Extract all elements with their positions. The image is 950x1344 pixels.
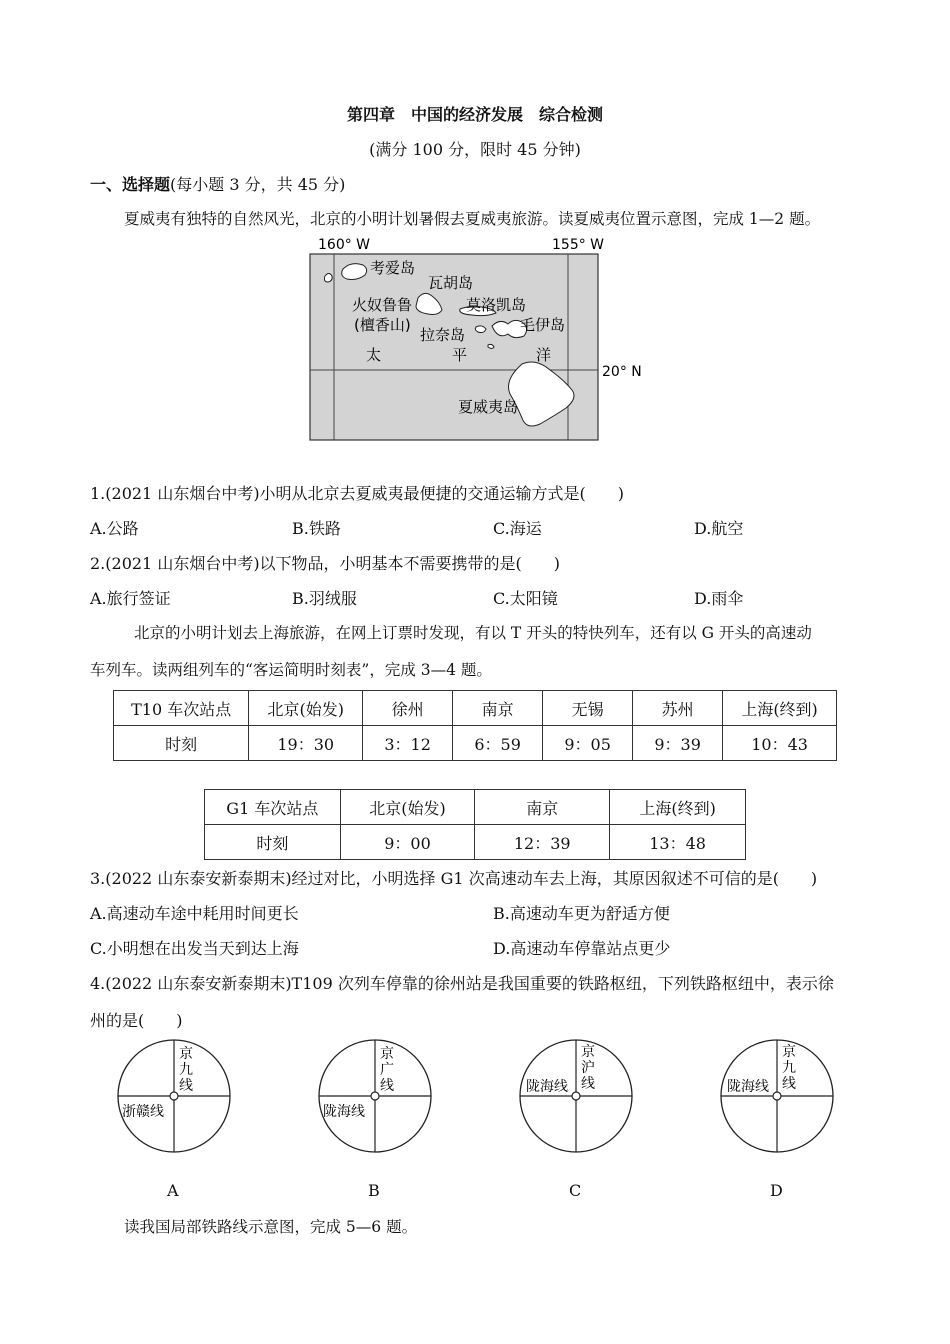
q3-option-a: A.高速动车途中耗用时间更长	[90, 904, 299, 923]
table-cell: 上海(终到)	[610, 790, 746, 825]
dial-top-char: 沪	[581, 1060, 595, 1076]
table-cell: 无锡	[543, 691, 633, 726]
q2-option-b: B.羽绒服	[292, 589, 357, 608]
intro-railway-map: 读我国局部铁路线示意图，完成 5—6 题。	[124, 1218, 418, 1236]
q2-stem: 2.(2021 山东烟台中考)以下物品，小明基本不需要携带的是( )	[90, 554, 561, 573]
table-cell: 北京(始发)	[249, 691, 363, 726]
table-cell: 南京	[453, 691, 543, 726]
dial-top-char: 线	[581, 1076, 595, 1092]
dial-left-label: 浙赣线	[122, 1104, 164, 1120]
table-cell: 9：00	[340, 825, 475, 860]
hawaii-label: 夏威夷岛	[458, 398, 519, 416]
honolulu-label: 火奴鲁鲁	[352, 296, 413, 314]
hawaii-map	[300, 236, 660, 446]
oahu-label: 瓦胡岛	[428, 274, 474, 292]
table-cell: 9：39	[633, 726, 723, 761]
q3-stem: 3.(2022 山东泰安新泰期末)经过对比，小明选择 G1 次高速动车去上海，其原因叙述不可信的是( )	[90, 869, 818, 888]
table-cell: 19：30	[249, 726, 363, 761]
table-cell: 时刻	[114, 726, 249, 761]
dial-top-char: 京	[581, 1044, 595, 1060]
table-row	[114, 691, 837, 726]
junction-node	[371, 1092, 379, 1100]
table-row	[205, 825, 746, 860]
q1-stem: 1.(2021 山东烟台中考)小明从北京去夏威夷最便捷的交通运输方式是( )	[90, 484, 625, 503]
table-cell: 6：59	[453, 726, 543, 761]
table-cell: 13：48	[610, 825, 746, 860]
table-cell: 9：05	[543, 726, 633, 761]
q2-option-c: C.太阳镜	[493, 589, 558, 608]
molokai-label: 莫洛凯岛	[466, 296, 527, 314]
ocean-char-3: 洋	[536, 346, 552, 364]
dial-top-char: 线	[179, 1078, 193, 1094]
dial-left-label: 陇海线	[526, 1079, 568, 1095]
lat-label: 20° N	[602, 364, 642, 380]
q1-option-b: B.铁路	[292, 519, 341, 538]
dial-top-char: 线	[782, 1076, 796, 1092]
g1-timetable	[204, 789, 746, 860]
option-letter-c: C	[569, 1181, 582, 1200]
maui-label: 毛伊岛	[520, 316, 566, 334]
section-heading	[90, 172, 345, 195]
junction-node	[572, 1092, 580, 1100]
table-cell: 南京	[475, 790, 610, 825]
q3-option-b: B.高速动车更为舒适方便	[493, 904, 670, 923]
ocean-char-1: 太	[366, 346, 382, 364]
dial-left-label: 陇海线	[323, 1104, 365, 1120]
kauai-label: 考爱岛	[370, 259, 416, 277]
dial-top-char: 京	[179, 1046, 193, 1062]
table-cell: 苏州	[633, 691, 723, 726]
q3-option-c: C.小明想在出发当天到达上海	[90, 939, 299, 958]
q1-option-d: D.航空	[694, 519, 744, 538]
intro-hawaii: 夏威夷有独特的自然风光，北京的小明计划暑假去夏威夷旅游。读夏威夷位置示意图，完成 1—2 题。	[124, 210, 821, 228]
dial-top-char: 广	[380, 1062, 394, 1078]
junction-diagram-b	[315, 1036, 435, 1156]
table-cell: 徐州	[363, 691, 453, 726]
q4-stem-line1: 4.(2022 山东泰安新泰期末)T109 次列车停靠的徐州站是我国重要的铁路枢纽，下列铁路枢纽中，表示徐	[90, 974, 834, 993]
table-cell: 时刻	[205, 825, 341, 860]
lon-left-label: 160° W	[318, 237, 371, 253]
table-cell: 上海(终到)	[723, 691, 837, 726]
table-cell: 10：43	[723, 726, 837, 761]
table-cell: 3：12	[363, 726, 453, 761]
table-cell: G1 车次站点	[205, 790, 341, 825]
dial-top-char: 线	[380, 1078, 394, 1094]
junction-diagram-c	[516, 1036, 636, 1156]
section-label: 一、选择题	[90, 175, 171, 194]
q2-option-d: D.雨伞	[694, 589, 744, 608]
q1-option-a: A.公路	[90, 519, 139, 538]
t10-timetable	[113, 690, 837, 761]
junction-node	[773, 1092, 781, 1100]
table-cell: 北京(始发)	[340, 790, 475, 825]
q1-option-c: C.海运	[493, 519, 542, 538]
table-row	[114, 726, 837, 761]
dial-top-char: 京	[380, 1046, 394, 1062]
honolulu-alt-label: (檀香山)	[354, 316, 411, 334]
dial-top-char: 京	[782, 1044, 796, 1060]
junction-node	[170, 1092, 178, 1100]
section-note: (每小题 3 分，共 45 分)	[170, 175, 346, 194]
dial-left-label: 陇海线	[727, 1079, 769, 1095]
q3-option-d: D.高速动车停靠站点更少	[493, 939, 671, 958]
junction-diagram-a	[114, 1036, 234, 1156]
q4-stem-line2: 州的是( )	[90, 1011, 183, 1030]
page-subtitle: (满分 100 分，限时 45 分钟)	[369, 140, 581, 159]
lanai-label: 拉奈岛	[420, 326, 466, 344]
table-row	[205, 790, 746, 825]
kahoolawe-island	[488, 344, 494, 348]
ocean-char-2: 平	[452, 346, 468, 364]
table-cell: 12：39	[475, 825, 610, 860]
junction-diagram-d	[717, 1036, 837, 1156]
dial-top-char: 九	[782, 1060, 796, 1076]
q2-option-a: A.旅行签证	[90, 589, 171, 608]
page-title: 第四章 中国的经济发展 综合检测	[346, 105, 603, 124]
niihau-island	[324, 274, 332, 283]
option-letter-a: A	[167, 1181, 179, 1200]
lon-right-label: 155° W	[552, 237, 605, 253]
option-letter-d: D	[770, 1181, 783, 1200]
option-letter-b: B	[368, 1181, 380, 1200]
intro-train-line2: 车列车。读两组列车的“客运简明时刻表”，完成 3—4 题。	[90, 661, 492, 679]
lanai-island	[475, 326, 486, 333]
intro-train-line1: 北京的小明计划去上海旅游，在网上订票时发现，有以 T 开头的特快列车，还有以 G 开头的高速动	[134, 624, 812, 642]
dial-top-char: 九	[179, 1062, 193, 1078]
table-cell: T10 车次站点	[114, 691, 249, 726]
